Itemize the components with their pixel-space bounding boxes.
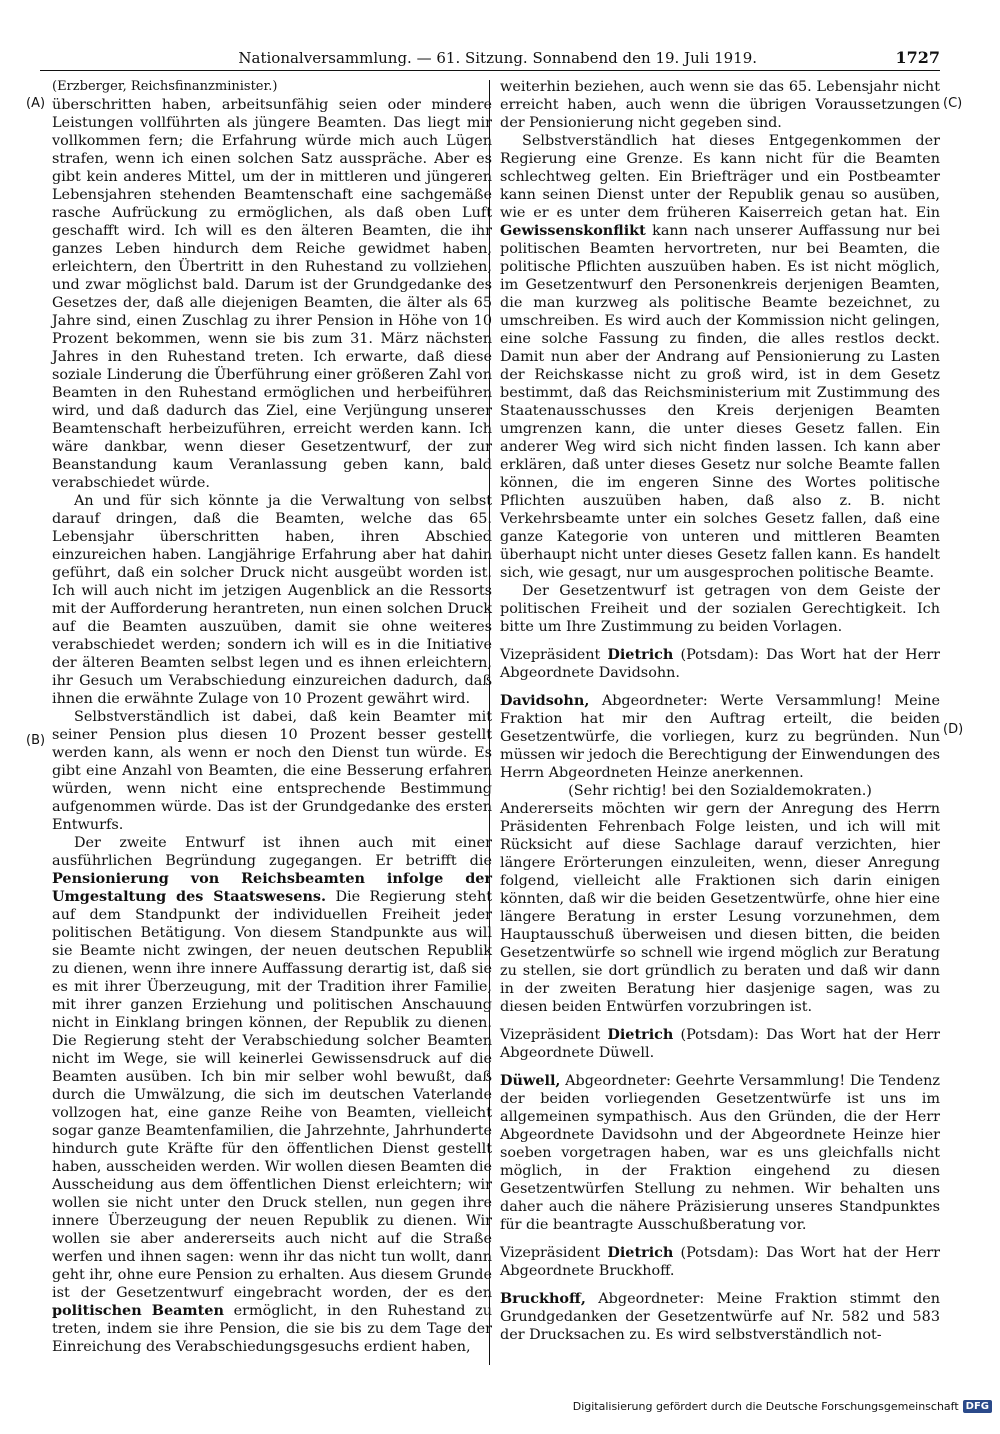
speaker-note: (Erzberger, Reichsfinanzminister.) bbox=[52, 79, 278, 94]
bold-term: Gewissenskonflikt bbox=[500, 222, 646, 239]
paragraph: An und für sich könnte ja die Verwaltung von selbst darauf dringen, daß die Beamten, welche das 65. Lebensjahr überschritten haben, ihren Abschied einzureichen haben. Langjährige Erfahrung aber hat dahin geführt, daß ein solcher Druck nicht ausgeübt worden ist. Ich will auch nicht im jetzigen Augenblick an die Ressorts mit der Aufforderung herantreten, nun einen solchen Druck auf die Beamten auszuüben, damit sie ohne weiteres verabschiedet werden; sondern ich will es in die Initiative der älteren Beamten selbst legen und es ihnen erleichtern, ihr Gesuch um Verabschiedung einzureichen dadurch, daß ihnen die erwähnte Zulage von 10 Prozent gewährt wird. bbox=[52, 493, 492, 707]
header-rule bbox=[40, 70, 940, 71]
margin-mark-b: (B) bbox=[26, 733, 46, 748]
paragraph: Selbstverständlich hat dieses Entgegenkommen der Regierung eine Grenze. Es kann nicht für die Beamten schlechtweg gelten. Ein Briefträger und ein Postbeamter kann seinen Dienst unter der Republik genau so ausüben, wie er es unter dem früheren Kaiserreich getan hat. Ein Gewissenskonflikt kann nach unserer Auffassung nur bei politischen Beamten hervortreten, nur bei Beamten, die politische Pflichten auszuüben haben. Es ist nicht möglich, im Gesetzentwurf den Personenkreis derjenigen Beamten, die man kurzweg als politische Beamte bezeichnet, zu umschreiben. Es wird auch der Kommission nicht gelingen, eine solche Fassung zu finden, die alles restlos deckt. Damit nun aber der Andrang auf Pensionierung zu Lasten der Reichskasse nicht zu groß wird, ist in dem Gesetz bestimmt, daß das Reichsministerium mit Zustimmung des Staatenausschusses den Kreis derjenigen Beamten umgrenzen kann, die unter dieses Gesetz fallen. Ein anderer Weg wird sich nicht finden lassen. Ich kann aber erklären, daß unter dieses Gesetz nur solche Beamte fallen können, die im engeren Sinne des Wortes politische Pflichten auszuüben haben, daß also z. B. nicht Verkehrsbeamte unter ein solches Gesetz fallen, daß eine ganze Kategorie von unteren und mittleren Beamten überhaupt nicht unter dieses Gesetz fallen kann. Es handelt sich, wie gesagt, nur um ausgesprochen politische Beamte. bbox=[500, 133, 940, 581]
paragraph: weiterhin beziehen, auch wenn sie das 65. Lebensjahr nicht erreicht haben, auch wenn die übrigen Voraussetzungen der Pensionierung nicht gegeben sind. bbox=[500, 79, 940, 131]
page-number: 1727 bbox=[895, 48, 940, 67]
paragraph: Der Gesetzentwurf ist getragen von dem Geiste der politischen Freiheit und der sozialen Gerechtigkeit. Ich bitte um Ihre Zustimmung zu beiden Vorlagen. bbox=[500, 583, 940, 635]
margin-mark-a: (A) bbox=[26, 96, 46, 111]
page-header bbox=[40, 48, 940, 68]
vice-president-remark: Vizepräsident Dietrich (Potsdam): Das Wort hat der Herr Abgeordnete Düwell. bbox=[500, 1026, 940, 1061]
credit-text: Digitalisierung gefördert durch die Deutsche Forschungsgemeinschaft bbox=[572, 1400, 959, 1413]
margin-mark-c: (C) bbox=[943, 96, 963, 111]
vice-president-remark: Vizepräsident Dietrich (Potsdam): Das Wort hat der Herr Abgeordnete Bruckhoff. bbox=[500, 1244, 940, 1279]
speaker-name: Davidsohn, bbox=[500, 692, 590, 709]
column-divider bbox=[489, 80, 490, 1365]
speech: Düwell, Abgeordneter: Geehrte Versammlung! Die Tendenz der beiden vorliegenden Gesetzentwürfe ist uns im allgemeinen sympathisch. Aus den Gründen, die der Herr Abgeordnete Davidsohn und der Abgeordnete Heinze hier soeben vorgetragen haben, war es uns gleichfalls nicht möglich, in der Fraktion eingehend zu diesen Gesetzentwürfen Stellung zu nehmen. Wir behalten uns daher auch die nähere Präzisierung unseres Standpunktes für die beantragte Ausschußberatung vor. bbox=[500, 1072, 940, 1233]
bold-term: politischen Beamten bbox=[52, 1302, 224, 1319]
paragraph: Selbstverständlich ist dabei, daß kein Beamter mit seiner Pension plus diesen 10 Prozent besser gestellt werden kann, als wenn er noch den Dienst tun würde. Es gibt eine Anzahl von Beamten, die eine Besserung erfahren würden, wenn nicht eine entsprechende Bestimmung aufgenommen würde. Das ist der Grundgedanke des ersten Entwurfs. bbox=[52, 709, 492, 833]
speaker-name: Bruckhoff, bbox=[500, 1290, 586, 1307]
speech: Bruckhoff, Abgeordneter: Meine Fraktion stimmt den Grundgedanken der Gesetzentwürfe auf Nr. 582 und 583 der Drucksachen zu. Es wird selbstverständlich not- bbox=[500, 1290, 940, 1343]
interjection: (Sehr richtig! bei den Sozialdemokraten.) bbox=[568, 783, 872, 799]
paragraph: Andererseits möchten wir gern der Anregung des Herrn Präsidenten Fehrenbach Folge leisten, und ich will mit Rücksicht auf diese Sachlage darauf verzichten, hier längere Erörterungen einzuleiten, wenn, dieser Anregung folgend, vielleicht alle Fraktionen sich darin einigen könnten, daß wir die beiden Gesetzentwürfe, ohne hier eine längere Beratung in erster Lesung vorzunehmen, dem Hauptausschuß überweisen und diesen bitten, die beiden Gesetzentwürfe so schnell wie irgend möglich zur Beratung zu stellen, sie dort gründlich zu beraten und daß wir dann in der zweiten Beratung hier dasjenige sagen, was zu diesen beiden Entwürfen vorzubringen ist. bbox=[500, 801, 940, 1015]
speaker-name: Dietrich bbox=[607, 646, 674, 663]
speech: Davidsohn, Abgeordneter: Werte Versammlung! Meine Fraktion hat mir den Auftrag erteilt, die beiden Gesetzentwürfe, die vorliegen, kurz zu begründen. Nun müssen wir jedoch die Berechtigung der Einwendungen des Herrn Abgeordneten Heinze anerkennen. bbox=[500, 692, 940, 781]
speaker-name: Dietrich bbox=[607, 1244, 674, 1261]
right-column bbox=[500, 78, 940, 1344]
paragraph: überschritten haben, arbeitsunfähig seien oder mindere Leistungen vollführten als jüngere Beamten. Das liegt mir vollkommen fern; die Erfahrung würde mich auch Lügen strafen, wenn ich einen solchen Satz ausspräche. Aber es gibt kein anderes Mittel, um der in mittleren und jüngeren Lebensjahren stehenden Beamtenschaft eine sachgemäße rasche Aufrückung zu ermöglichen, als daß oben Luft geschafft wird. Ich will es den älteren Beamten, die ihr ganzes Leben hindurch dem Reiche gewidmet haben, erleichtern, den Übertritt in den Ruhestand zu vollziehen, und zwar möglichst bald. Darum ist der Grundgedanke des Gesetzes der, daß alle diejenigen Beamten, die älter als 65 Jahre sind, einen Zuschlag zu ihrer Pension in Höhe von 10 Prozent bekommen, wenn sie bis zum 31. März nächsten Jahres in den Ruhestand treten. Ich erwarte, daß diese soziale Linderung die Überführung einer größeren Zahl von Beamten in den Ruhestand ermöglichen und herbeiführen wird, und daß dadurch das Ziel, eine Verjüngung unserer Beamtenschaft herbeizuführen, erreicht werden kann. Ich wäre dankbar, wenn dieser Gesetzentwurf, der zur Beanstandung kaum Veranlassung geben kann, bald verabschiedet würde. bbox=[52, 97, 492, 491]
bold-term: Pensionierung von Reichsbeamten infolge der Umgestaltung des Staatswesens. bbox=[52, 870, 492, 905]
vice-president-remark: Vizepräsident Dietrich (Potsdam): Das Wort hat der Herr Abgeordnete Davidsohn. bbox=[500, 646, 940, 681]
left-column bbox=[52, 78, 492, 1356]
margin-mark-d: (D) bbox=[943, 722, 964, 737]
speaker-name: Düwell, bbox=[500, 1072, 561, 1089]
speaker-name: Dietrich bbox=[607, 1026, 674, 1043]
dfg-logo: DFG bbox=[963, 1400, 992, 1413]
paragraph: Der zweite Entwurf ist ihnen auch mit einer ausführlichen Begründung zugegangen. Er betrifft die Pensionierung von Reichsbeamten infolge der Umgestaltung des Staatswesens. Die Regierung steht auf dem Standpunkt der individuellen Freiheit jeder politischen Betätigung. Von diesem Standpunkte aus will sie Beamte nicht zwingen, der neuen deutschen Republik zu dienen, wenn ihre innere Auffassung derartig ist, daß sie es mit ihrer Überzeugung, mit der Tradition ihrer Familie, mit ihrer ganzen Erziehung und politischen Anschauung nicht in Einklang bringen können, der Republik zu dienen. Die Regierung steht der Verabschiedung solcher Beamten nicht im Wege, sie will keinerlei Gewissensdruck auf die Beamten ausüben. Ich bin mir selber wohl bewußt, daß durch die Umwälzung, die sich im deutschen Vaterlande vollzogen hat, eine ganze Reihe von Beamten, vielleicht sogar ganze Beamtenfamilien, die Jahrzehnte, Jahrhunderte hindurch gute Kräfte für den öffentlichen Dienst gestellt haben, ausscheiden werden. Wir wollen diesen Beamten die Ausscheidung aus dem öffentlichen Dienst erleichtern; wir wollen sie nicht unter den Druck stellen, nun gegen ihre innere Überzeugung der neuen Republik zu dienen. Wir wollen sie aber andererseits auch nicht auf die Straße werfen und ihnen sagen: wenn ihr das nicht tun wollt, dann geht ihr, ohne eure Pension zu erhalten. Aus diesem Grunde ist der Gesetzentwurf eingebracht worden, der es den politischen Beamten ermöglicht, in den Ruhestand zu treten, indem sie ihre Pension, die sie bis zu dem Tage der Einreichung des Verabschiedungsgesuchs erdient haben, bbox=[52, 835, 492, 1355]
running-title: Nationalversammlung. — 61. Sitzung. Sonnabend den 19. Juli 1919. bbox=[238, 49, 758, 67]
digitization-credit bbox=[573, 1400, 992, 1413]
